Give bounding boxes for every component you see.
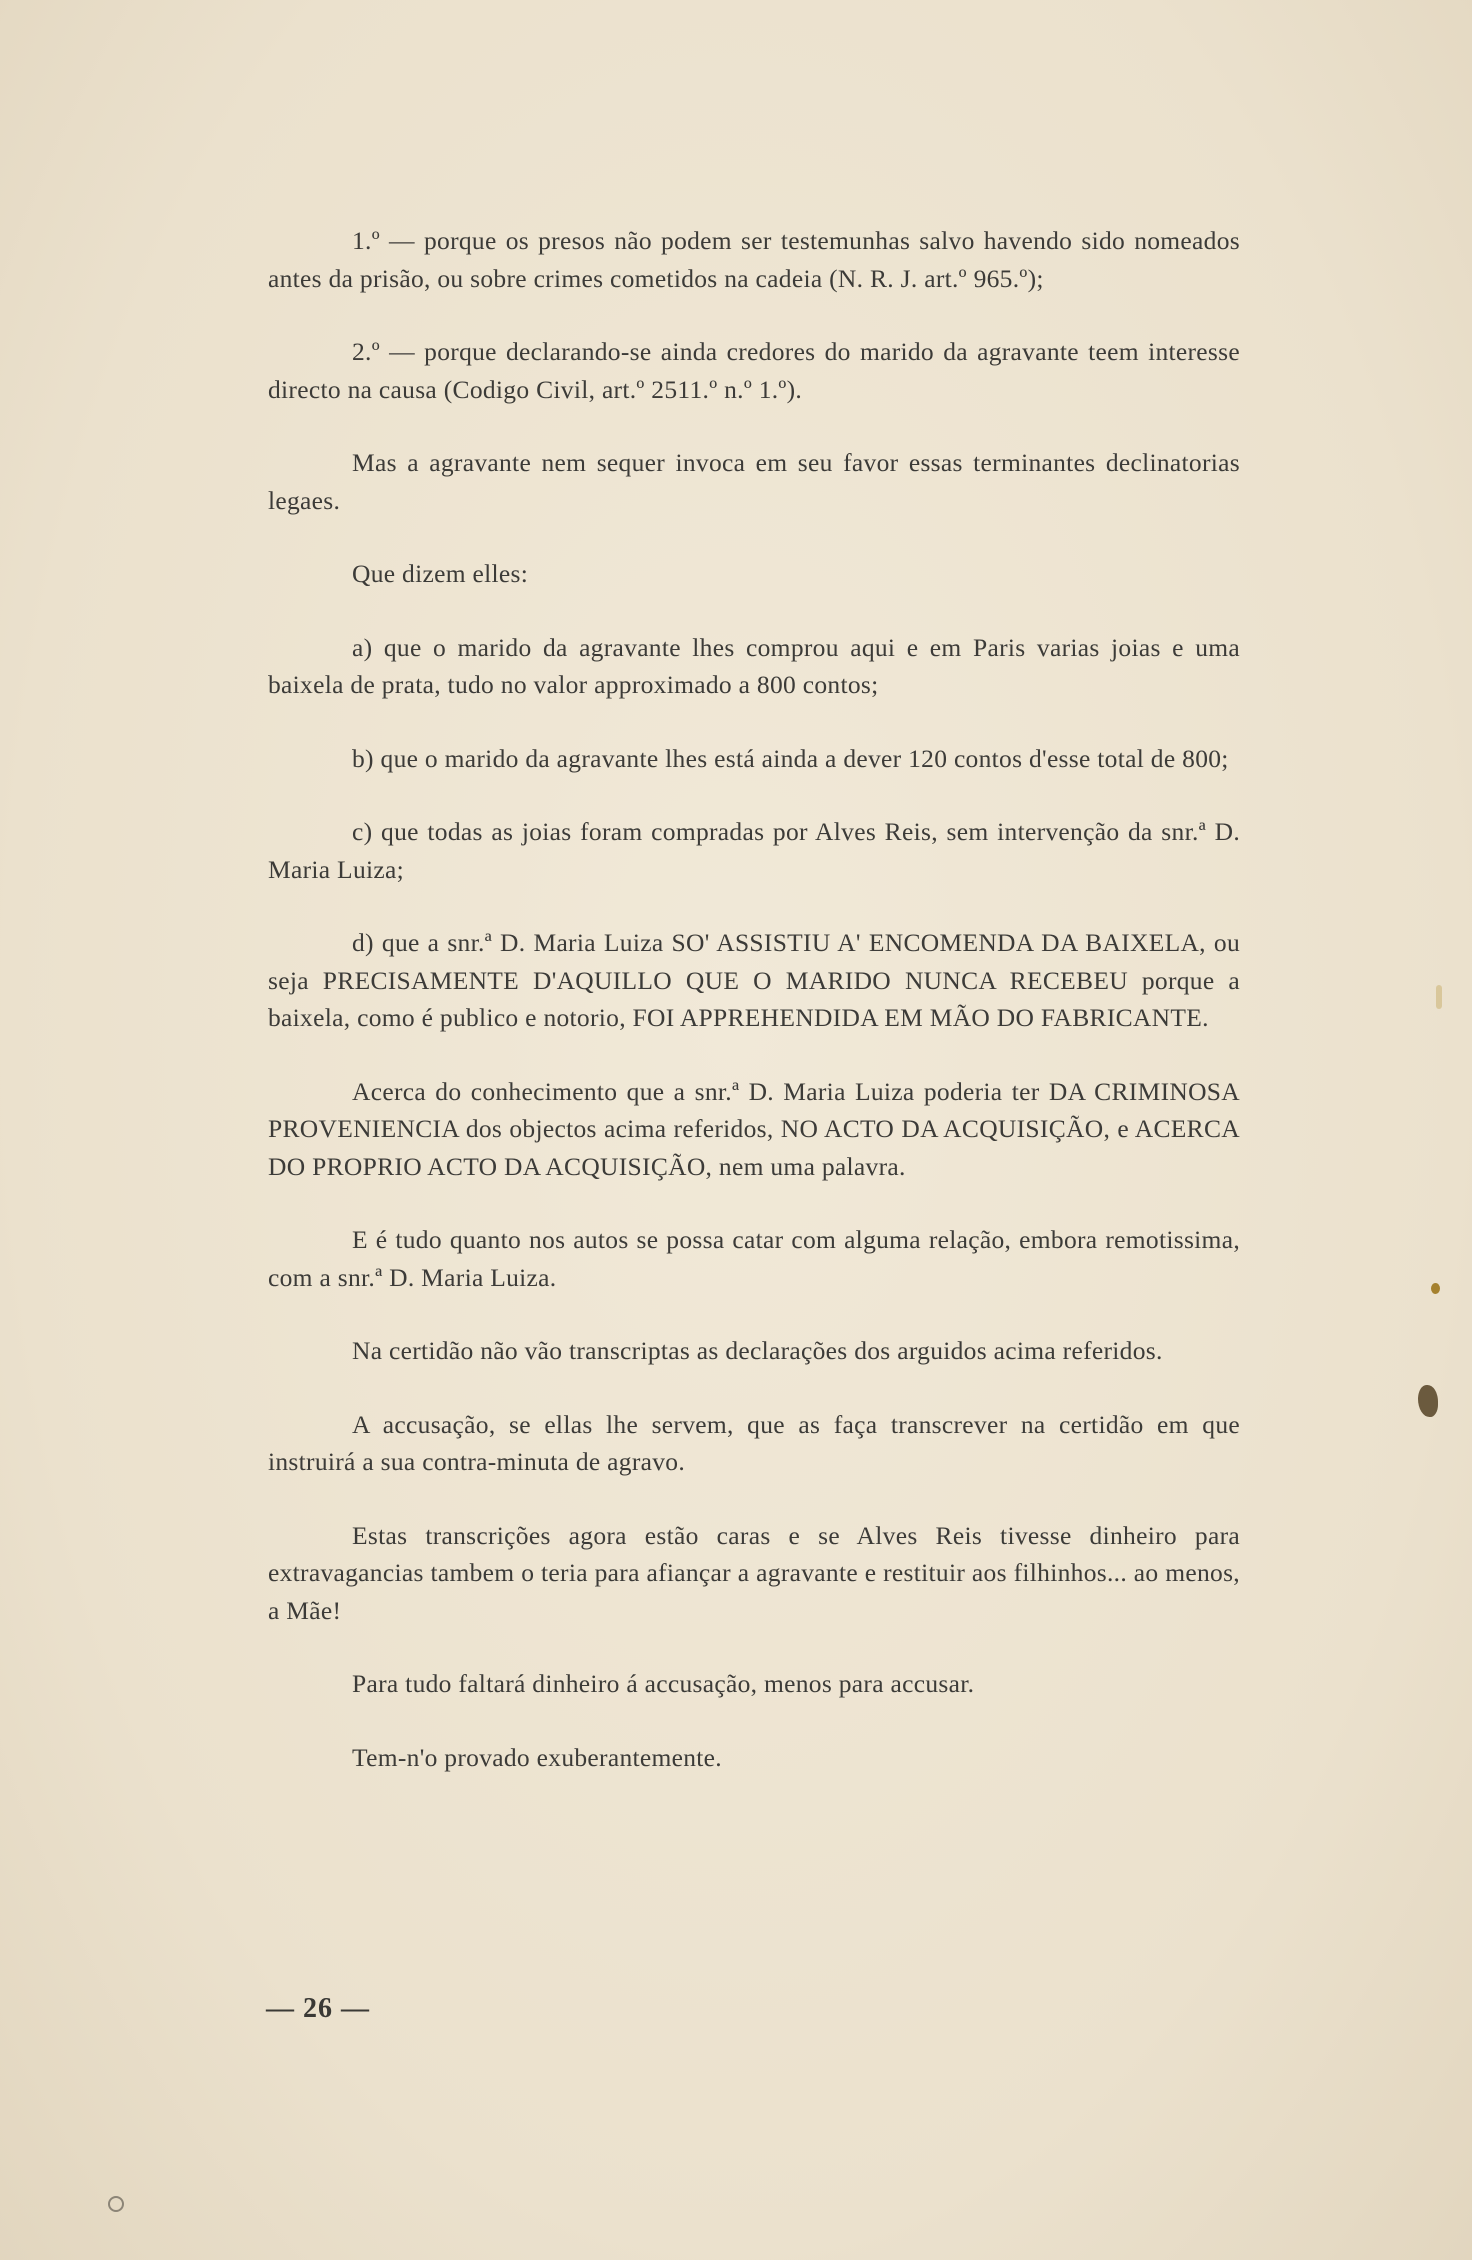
paragraph-6: b) que o marido da agravante lhes está ainda a dever 120 contos d'esse total de 800;: [352, 743, 1229, 773]
paragraph-9: Acerca do conhecimento que a snr.ª D. Maria Luiza poderia ter DA CRIMINOSA PROVENIENCIA dos objectos acima referidos, NO ACTO DA ACQUISIÇÃO, e ACERCA DO PROPRIO ACTO DA ACQUISIÇÃO, nem uma palavra.: [268, 1076, 1240, 1181]
paper-stain: [1431, 1283, 1440, 1294]
paragraph-5: a) que o marido da agravante lhes comprou aqui e em Paris varias joias e uma baixela de prata, tudo no valor approximado a 800 contos;: [268, 632, 1240, 699]
body-text: [268, 222, 1240, 1776]
paragraph-3: Mas a agravante nem sequer invoca em seu favor essas terminantes declinatorias legaes.: [268, 448, 1240, 515]
paragraph-10: E é tudo quanto nos autos se possa catar com alguma relação, embora remotissima, com a snr.ª D. Maria Luiza.: [268, 1225, 1240, 1292]
paragraph-13: Estas transcrições agora estão caras e se Alves Reis tivesse dinheiro para extravagancias tambem o teria para afiançar a agravante e restituir aos filhinhos... ao menos, a Mãe!: [268, 1520, 1240, 1625]
paper-stain: [1436, 985, 1442, 1009]
paragraph-15: Tem-n'o provado exuberantemente.: [352, 1742, 722, 1772]
paragraph-14: Para tudo faltará dinheiro á accusação, menos para accusar.: [352, 1669, 975, 1698]
page-number: — 26 —: [266, 1993, 370, 2024]
paragraph-7: c) que todas as joias foram compradas por Alves Reis, sem intervenção da snr.ª D. Maria Luiza;: [268, 817, 1240, 884]
paragraph-4: Que dizem elles:: [352, 559, 529, 588]
paragraph-12: A accusação, se ellas lhe servem, que as faça transcrever na certidão em que instruirá a sua contra-minuta de agravo.: [268, 1409, 1240, 1476]
paper-stain: [1418, 1385, 1438, 1417]
paragraph-8: d) que a snr.ª D. Maria Luiza SO' ASSISTIU A' ENCOMENDA DA BAIXELA, ou seja PRECISAMENTE D'AQUILLO QUE O MARIDO NUNCA RECEBEU porque a baixela, como é publico e notorio, FOI APPREHENDIDA EM MÃO DO FABRICANTE.: [268, 928, 1240, 1032]
paragraph-1: 1.º — porque os presos não podem ser testemunhas salvo havendo sido nomeados antes da prisão, ou sobre crimes cometidos na cadeia (N. R. J. art.º 965.º);: [268, 226, 1240, 293]
paragraph-11: Na certidão não vão transcriptas as declarações dos arguidos acima referidos.: [352, 1336, 1163, 1365]
binding-hole: [108, 2196, 124, 2212]
paragraph-2: 2.º — porque declarando-se ainda credores do marido da agravante teem interesse directo na causa (Codigo Civil, art.º 2511.º n.º 1.º).: [268, 337, 1240, 404]
